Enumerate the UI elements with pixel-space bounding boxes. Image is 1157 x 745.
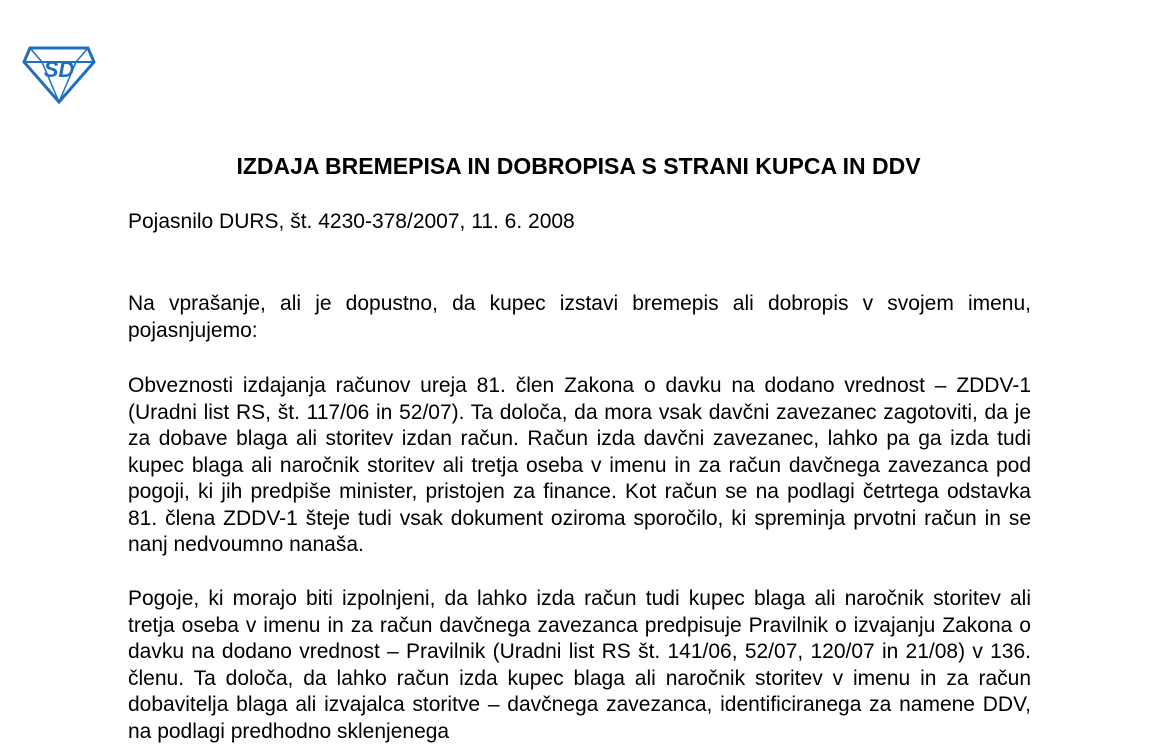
sd-logo bbox=[22, 46, 96, 104]
sd-diamond-logo-icon bbox=[22, 46, 96, 104]
paragraph-question: Na vprašanje, ali je dopustno, da kupec izstavi bremepis ali dobropis v svojem imenu, pojasnjujemo: bbox=[128, 292, 1031, 342]
document-title: IZDAJA BREMEPISA IN DOBROPISA S STRANI KUPCA IN DDV bbox=[236, 153, 921, 179]
paragraph-obligations: Obveznosti izdajanja računov ureja 81. člen Zakona o davku na dodano vrednost – ZDDV-1 (Uradni list RS, št. 117/06 in 52/07). Ta določa, da mora vsak davčni zavezanec zagotoviti, da je za dobave blaga ali storitev izdan račun. Račun izda davčni zavezanec, lahko pa ga izda tudi kupec blaga ali naročnik storitev ali tretja oseba v imenu in za račun davčnega zavezanca pod pogoji, ki jih predpiše minister, pristojen za finance. Kot račun se na podlagi četrtega odstavka 81. člena ZDDV-1 šteje tudi vsak dokument oziroma sporočilo, ki spreminja prvotni račun in se nanj nedvoumno nanaša. bbox=[128, 374, 1031, 556]
paragraph-conditions: Pogoje, ki morajo biti izpolnjeni, da lahko izda račun tudi kupec blaga ali naročnik storitev ali tretja oseba v imenu in za račun davčnega zavezanca predpisuje Pravilnik o izvajanju Zakona o davku na dodano vrednost – Pravilnik (Uradni list RS št. 141/06, 52/07, 120/07 in 21/08) v 136. členu. Ta določa, da lahko račun izda kupec blaga ali naročnik storitev v imenu in za račun dobavitelja blaga ali izvajalca storitve – davčnega zavezanca, identificiranega za namene DDV, na podlagi predhodno sklenjenega bbox=[128, 587, 1031, 743]
document-subtitle: Pojasnilo DURS, št. 4230-378/2007, 11. 6. 2008 bbox=[128, 210, 575, 233]
logo-text: SD bbox=[43, 57, 75, 82]
